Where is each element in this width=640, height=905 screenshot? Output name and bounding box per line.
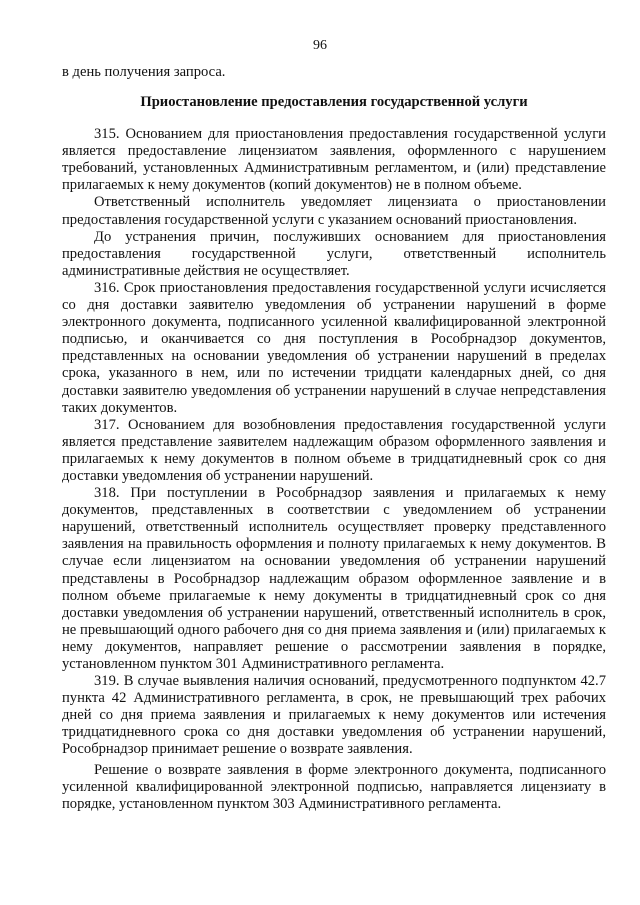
paragraph-until-removal: До устранения причин, послуживших основанием для приостановления предоставления государственной услуги, ответственный исполнитель административные действия не осуществляет. bbox=[62, 228, 606, 279]
paragraph-316: 316. Срок приостановления предоставления государственной услуги исчисляется со дня доставки заявителю уведомления об устранении нарушений в форме электронного документа, подписанного усиленной квалифицированной электронной подписью, и оканчивается со дня поступления в Рособрнадзор документов, представленных на основании уведомления об устранении нарушений в пределах срока, указанного в нем, или по истечении тридцати календарных дней, со дня доставки заявителю уведомления об устранении нарушений в случае непредставления таких документов. bbox=[62, 279, 606, 416]
paragraph-319: 319. В случае выявления наличия оснований, предусмотренного подпунктом 42.7 пункта 42 Административного регламента, в срок, не превышающий трех рабочих дней со дня приема заявления и прилагаемых к нему документов или истечения тридцатидневного срока со дня доставки уведомления об устранении нарушений, Рособрнадзор принимает решение о возврате заявления. bbox=[62, 673, 606, 758]
page-number: 96 bbox=[313, 38, 327, 53]
paragraph-315: 315. Основанием для приостановления предоставления государственной услуги является предоставление лицензиатом заявления, оформленного с нарушением требований, установленных Административным регламентом, и (или) представление прилагаемых к нему документов (копий документов) не в полном объеме. bbox=[62, 126, 606, 194]
paragraph-return-decision: Решение о возврате заявления в форме электронного документа, подписанного усиленной квалифицированной электронной подписью, направляется лицензиату в порядке, установленном пунктом 303 Административного регламента. bbox=[62, 761, 606, 812]
paragraph-318: 318. При поступлении в Рособрнадзор заявления и прилагаемых к нему документов, представленных в соответствии с уведомлением об устранении нарушений, ответственный исполнитель осуществляет проверку представленного заявления на правильность оформления и полноту прилагаемых к нему документов. В случае если лицензиатом на основании уведомления об устранении нарушений представлены в Рособрнадзор надлежащим образом оформленное заявление и в полном объеме прилагаемые к нему документы в тридцатидневный срок со дня доставки уведомления об устранении нарушений, ответственный исполнитель в срок, не превышающий одного рабочего дня со дня приема заявления и (или) прилагаемых к нему документов, направляет решение о рассмотрении заявления в порядке, установленном пунктом 301 Административного регламента. bbox=[62, 485, 606, 672]
document-body bbox=[62, 64, 606, 813]
paragraph-notification: Ответственный исполнитель уведомляет лицензиата о приостановлении предоставления государственной услуги с указанием оснований приостановления. bbox=[62, 194, 606, 228]
section-heading: Приостановление предоставления государственной услуги bbox=[140, 94, 528, 111]
paragraph-317: 317. Основанием для возобновления предоставления государственной услуги является представление заявителем надлежащим образом оформленного заявления и прилагаемых к нему документов в полном объеме в тридцатидневный срок со дня доставки уведомления об устранении нарушений. bbox=[62, 416, 606, 484]
lead-text: в день получения запроса. bbox=[62, 64, 226, 80]
